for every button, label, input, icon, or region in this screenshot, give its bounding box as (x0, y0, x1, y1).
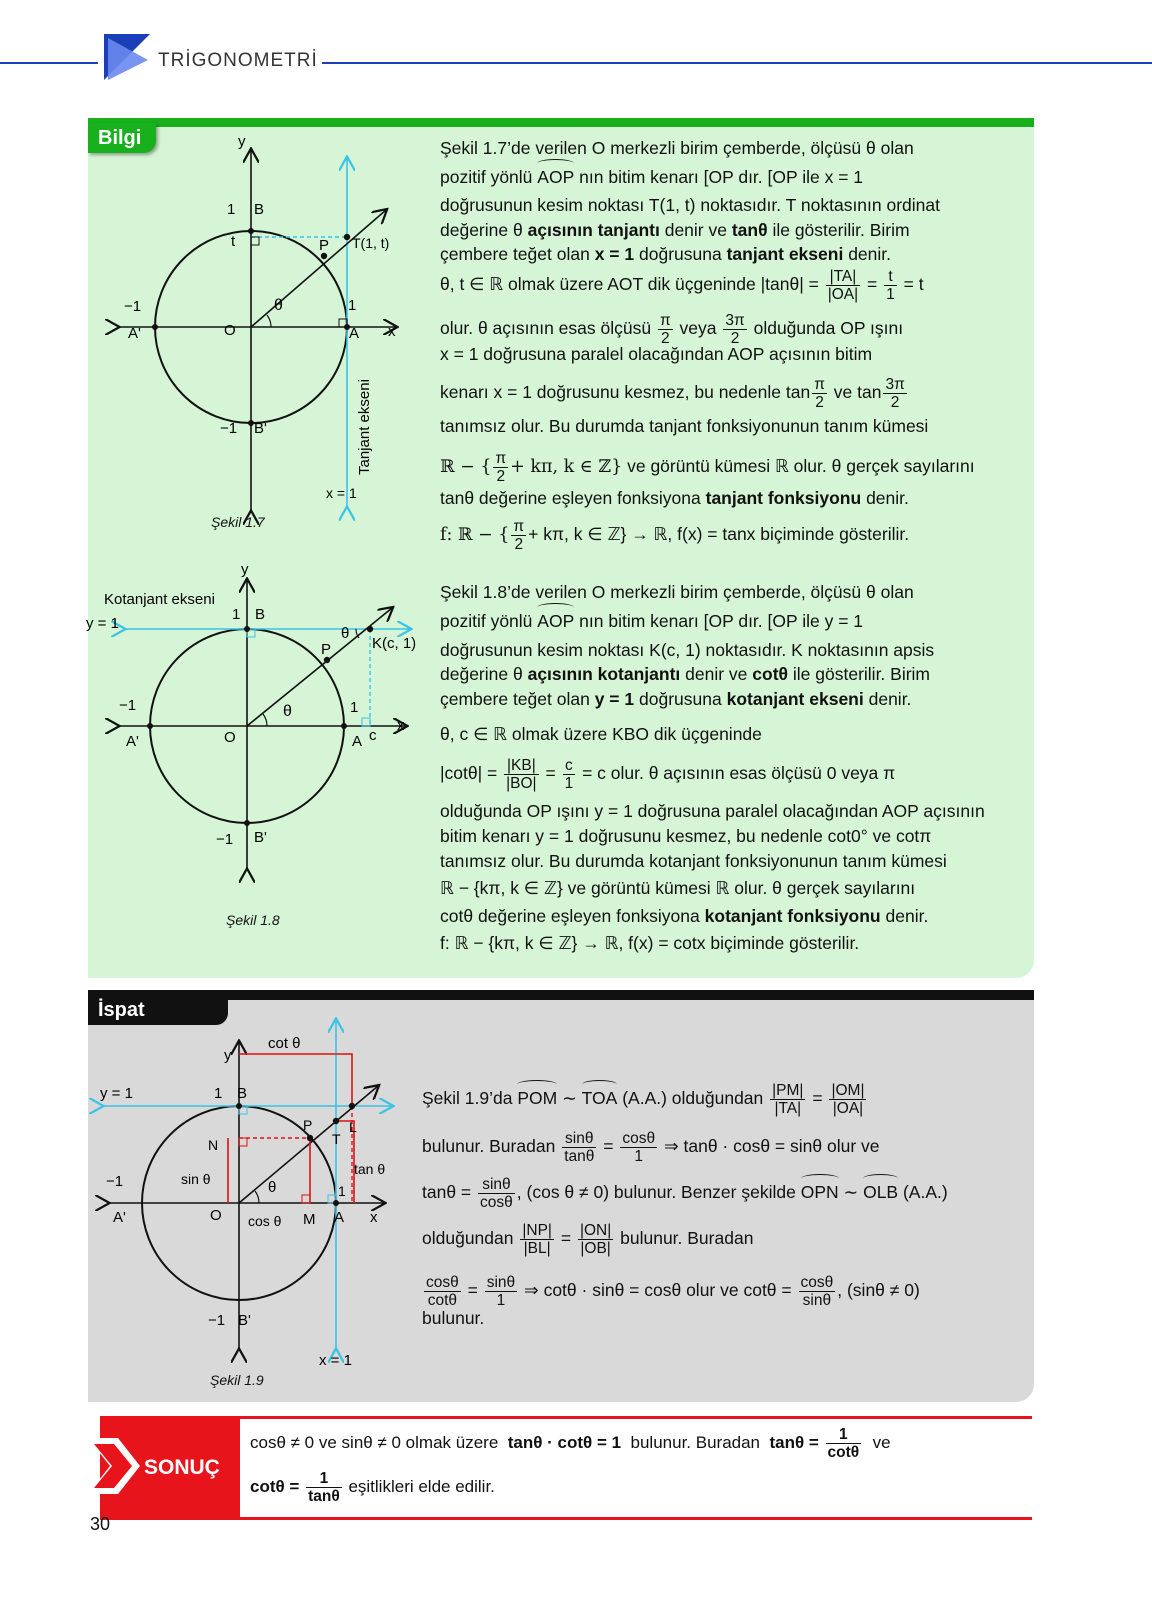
text-line: cotθ değerine eşleyen fonksiyona kotanjant fonksiyonu denir. (440, 906, 929, 926)
label: 1 (348, 297, 357, 314)
bilgi-top-bar (88, 118, 1034, 127)
label: B' (238, 1312, 251, 1329)
tangent-axis-label: Tanjant ekseni (356, 379, 373, 475)
text-line: çembere teğet olan y = 1 doğrusuna kotanjant ekseni denir. (440, 689, 912, 709)
label: A (334, 1209, 345, 1226)
text-line: değerine θ açısının tanjantı denir ve tanθ ile gösterilir. Birim (440, 220, 910, 240)
label: A' (128, 325, 141, 342)
label: O (224, 729, 236, 746)
label: P (303, 1117, 313, 1133)
label: 1 (232, 606, 241, 623)
label: 1 (350, 699, 359, 716)
chapter-title: TRİGONOMETRİ (158, 50, 318, 71)
text-line: olur. θ açısının esas ölçüsü $\frac{\pi}{2}$ veya $\frac{3\pi}{2}$ olduğunda OP ışını (440, 312, 904, 347)
point-a-prime (152, 324, 158, 330)
point-a (341, 723, 347, 729)
label: −1 (208, 1312, 226, 1329)
label: T(1, t) (352, 235, 390, 251)
label: θ (274, 297, 283, 314)
label: θ (341, 625, 350, 642)
theta-arc (263, 714, 267, 726)
label: B (255, 606, 266, 623)
label: x (397, 717, 405, 734)
label: B (237, 1085, 248, 1102)
sonuc-label: SONUÇ (144, 1456, 220, 1479)
label: L (349, 1119, 357, 1135)
label: A' (113, 1209, 126, 1226)
text-line: kenarı x = 1 doğrusunu kesmez, bu nedenle tan $\frac{\pi}{2}$ ve tan $\frac{3\pi}{2}$ (440, 376, 905, 411)
label: t (231, 233, 236, 250)
text-line: olduğundan $\frac{|NP|}{|BL|}$ = $\frac{|ON|}{|OB|}$ bulunur. Buradan (422, 1222, 754, 1257)
text-line: f: ℝ − {kπ, k ∈ ℤ} → ℝ, f(x) = cotx biçiminde gösterilir. (440, 933, 860, 953)
label: K(c, 1) (372, 635, 417, 652)
figure-caption: Şekil 1.9 (210, 1372, 264, 1388)
text-line: Şekil 1.7’de verilen O merkezli birim çemberde, ölçüsü θ olan (440, 138, 914, 158)
label: −1 (106, 1173, 124, 1190)
text-line: cosθ ≠ 0 ve sinθ ≠ 0 olmak üzere tanθ · cotθ = 1 bulunur. Buradan tanθ = $\frac{1}{\cot\theta}$ ve (250, 1426, 891, 1461)
label: −1 (124, 298, 142, 315)
label: c (369, 727, 377, 744)
text-line: bulunur. (422, 1308, 485, 1328)
text-line: θ, c ∈ ℝ olmak üzere KBO dik üçgeninde (440, 724, 762, 744)
text-line: tanθ değerine eşleyen fonksiyona tanjant fonksiyonu denir. (440, 488, 909, 508)
text-line: olduğunda OP ışını y = 1 doğrusuna paralel olacağından AOP açısının (440, 801, 985, 821)
label: sin θ (181, 1171, 211, 1187)
label: θ (283, 703, 292, 720)
text-line: pozitif yönlü AOP nın bitim kenarı [OP dır. [OP ile x = 1 (440, 165, 863, 190)
figure-caption: Şekil 1.7 (211, 514, 265, 530)
ray-op (251, 210, 386, 327)
label: P (319, 237, 330, 254)
ray-op (239, 1086, 378, 1203)
label: N (208, 1137, 219, 1153)
label: O (210, 1207, 222, 1224)
label: x = 1 (326, 485, 357, 501)
right-angle-b (251, 237, 259, 245)
point-k (367, 626, 373, 632)
right-angle-m (302, 1195, 310, 1203)
label: −1 (216, 831, 234, 848)
point-a-prime (147, 723, 153, 729)
point-b (248, 228, 254, 234)
text-line: değerine θ açısının kotanjantı denir ve cotθ ile gösterilir. Birim (440, 664, 931, 684)
label: θ (268, 1179, 277, 1196)
label: 1 (227, 201, 236, 218)
label: x (388, 323, 396, 340)
label: y = 1 (100, 1085, 133, 1102)
label: 1 (214, 1085, 223, 1102)
label: cos θ (248, 1213, 282, 1229)
label: x = 1 (319, 1352, 352, 1369)
theta-arc (267, 315, 271, 327)
label: −1 (220, 420, 238, 437)
header-rule-left (0, 62, 98, 64)
cot-bracket (239, 1054, 352, 1106)
point-b-prime (244, 820, 250, 826)
theta-arc (255, 1191, 259, 1203)
label: M (303, 1211, 316, 1228)
text-line: |cotθ| = $\frac{|KB|}{|BO|}$ = $\frac{c}{1}$ = c olur. θ açısının esas ölçüsü 0 veya π (440, 757, 896, 792)
label: B' (254, 420, 267, 437)
text-line: f: ℝ − { $\frac{\pi}{2}$ + kπ, k ∈ ℤ} → ℝ, f(x) = tanx biçiminde gösterilir. (440, 518, 910, 553)
text-line: cotθ = $\frac{1}{\tan\theta}$ eşitlikleri elde edilir. (250, 1470, 495, 1505)
figure-1-9 (88, 1020, 408, 1390)
text-line: çembere teğet olan x = 1 doğrusuna tanjant ekseni denir. (440, 244, 891, 264)
ispat-top-bar (88, 990, 1034, 1000)
text-line: doğrusunun kesim noktası K(c, 1) noktasıdır. K noktasının apsis (440, 640, 935, 660)
label: −1 (119, 697, 137, 714)
text-line: tanımsız olur. Bu durumda kotanjant fonksiyonunun tanım kümesi (440, 851, 947, 871)
point-p (307, 1135, 313, 1141)
label: y = 1 (86, 615, 119, 632)
text-line: ℝ − { $\frac{\pi}{2}$ + kπ, k ∈ ℤ} ve görüntü kümesi ℝ olur. θ gerçek sayılarını (440, 450, 975, 485)
label: A (349, 325, 360, 342)
point-t (333, 1118, 339, 1124)
text-line: doğrusunun kesim noktası T(1, t) noktasıdır. T noktasının ordinat (440, 195, 940, 215)
text-line: bulunur. Buradan $\frac{\sin\theta}{\tan\theta}$ = $\frac{\cos\theta}{1}$ ⇒ tanθ · cosθ = sinθ olur ve (422, 1130, 880, 1165)
label: y (224, 1047, 232, 1064)
figure-caption: Şekil 1.8 (226, 912, 280, 928)
label: B' (254, 829, 267, 846)
page-number: 30 (90, 1514, 111, 1534)
label: A' (126, 733, 139, 750)
bilgi-tag: Bilgi (88, 123, 156, 153)
header-triangle-icon (104, 26, 154, 82)
chevron-right-icon (88, 1436, 148, 1496)
label: T (332, 1131, 341, 1147)
text-line: x = 1 doğrusuna paralel olacağından AOP açısının bitim (440, 344, 873, 364)
point-l (349, 1103, 355, 1109)
point-b (236, 1103, 242, 1109)
point-b (244, 626, 250, 632)
label: y (241, 561, 249, 578)
figure-1-7 (88, 130, 448, 570)
text-line: ℝ − {kπ, k ∈ ℤ} ve görüntü kümesi ℝ olur. θ gerçek sayılarını (440, 878, 916, 898)
ispat-tag: İspat (88, 995, 228, 1025)
text-line: tanımsız olur. Bu durumda tanjant fonksiyonunun tanım kümesi (440, 416, 929, 436)
label: x (370, 1209, 378, 1226)
point-a (333, 1200, 339, 1206)
label: O (224, 322, 236, 339)
text-line: tanθ = $\frac{\sin\theta}{\cos\theta}$ , (cos θ ≠ 0) bulunur. Benzer şekilde OPN ∼ OLB (A.A.) (422, 1176, 948, 1211)
label: Kotanjant ekseni (104, 591, 215, 608)
label: P (321, 641, 332, 658)
right-angle-c (362, 718, 370, 726)
text-line: bitim kenarı y = 1 doğrusunu kesmez, bu nedenle cot0° ve cotπ (440, 826, 932, 846)
label: A (352, 733, 363, 750)
text-line: $\frac{\cos\theta}{\cot\theta}$ = $\frac{\sin\theta}{1}$ ⇒ cotθ · sinθ = cosθ olur ve cotθ = $\frac{\cos\theta}{\sin\theta}$ , (sinθ ≠ 0) (426, 1274, 920, 1309)
label: 1 (338, 1183, 346, 1199)
label: y (238, 133, 246, 150)
text-line: θ, t ∈ ℝ olmak üzere AOT dik üçgeninde |tanθ| = $\frac{|TA|}{|OA|}$ = $\frac{t}{1}$ = t (440, 268, 924, 303)
right-angle-n (239, 1138, 247, 1146)
text-line: pozitif yönlü AOP nın bitim kenarı [OP dır. [OP ile y = 1 (440, 609, 863, 634)
figure-1-8 (86, 561, 448, 910)
point-t (344, 234, 350, 240)
text-line: Şekil 1.8’de verilen O merkezli birim çemberde, ölçüsü θ olan (440, 582, 914, 602)
text-line: Şekil 1.9’da POM ∼ TOA (A.A.) olduğundan $\frac{|PM|}{|TA|}$ = $\frac{|OM|}{|OA|}$ (422, 1082, 865, 1117)
header-rule-right (322, 62, 1152, 64)
label: B (254, 201, 265, 218)
label: cot θ (268, 1035, 301, 1052)
label: tan θ (354, 1161, 386, 1177)
